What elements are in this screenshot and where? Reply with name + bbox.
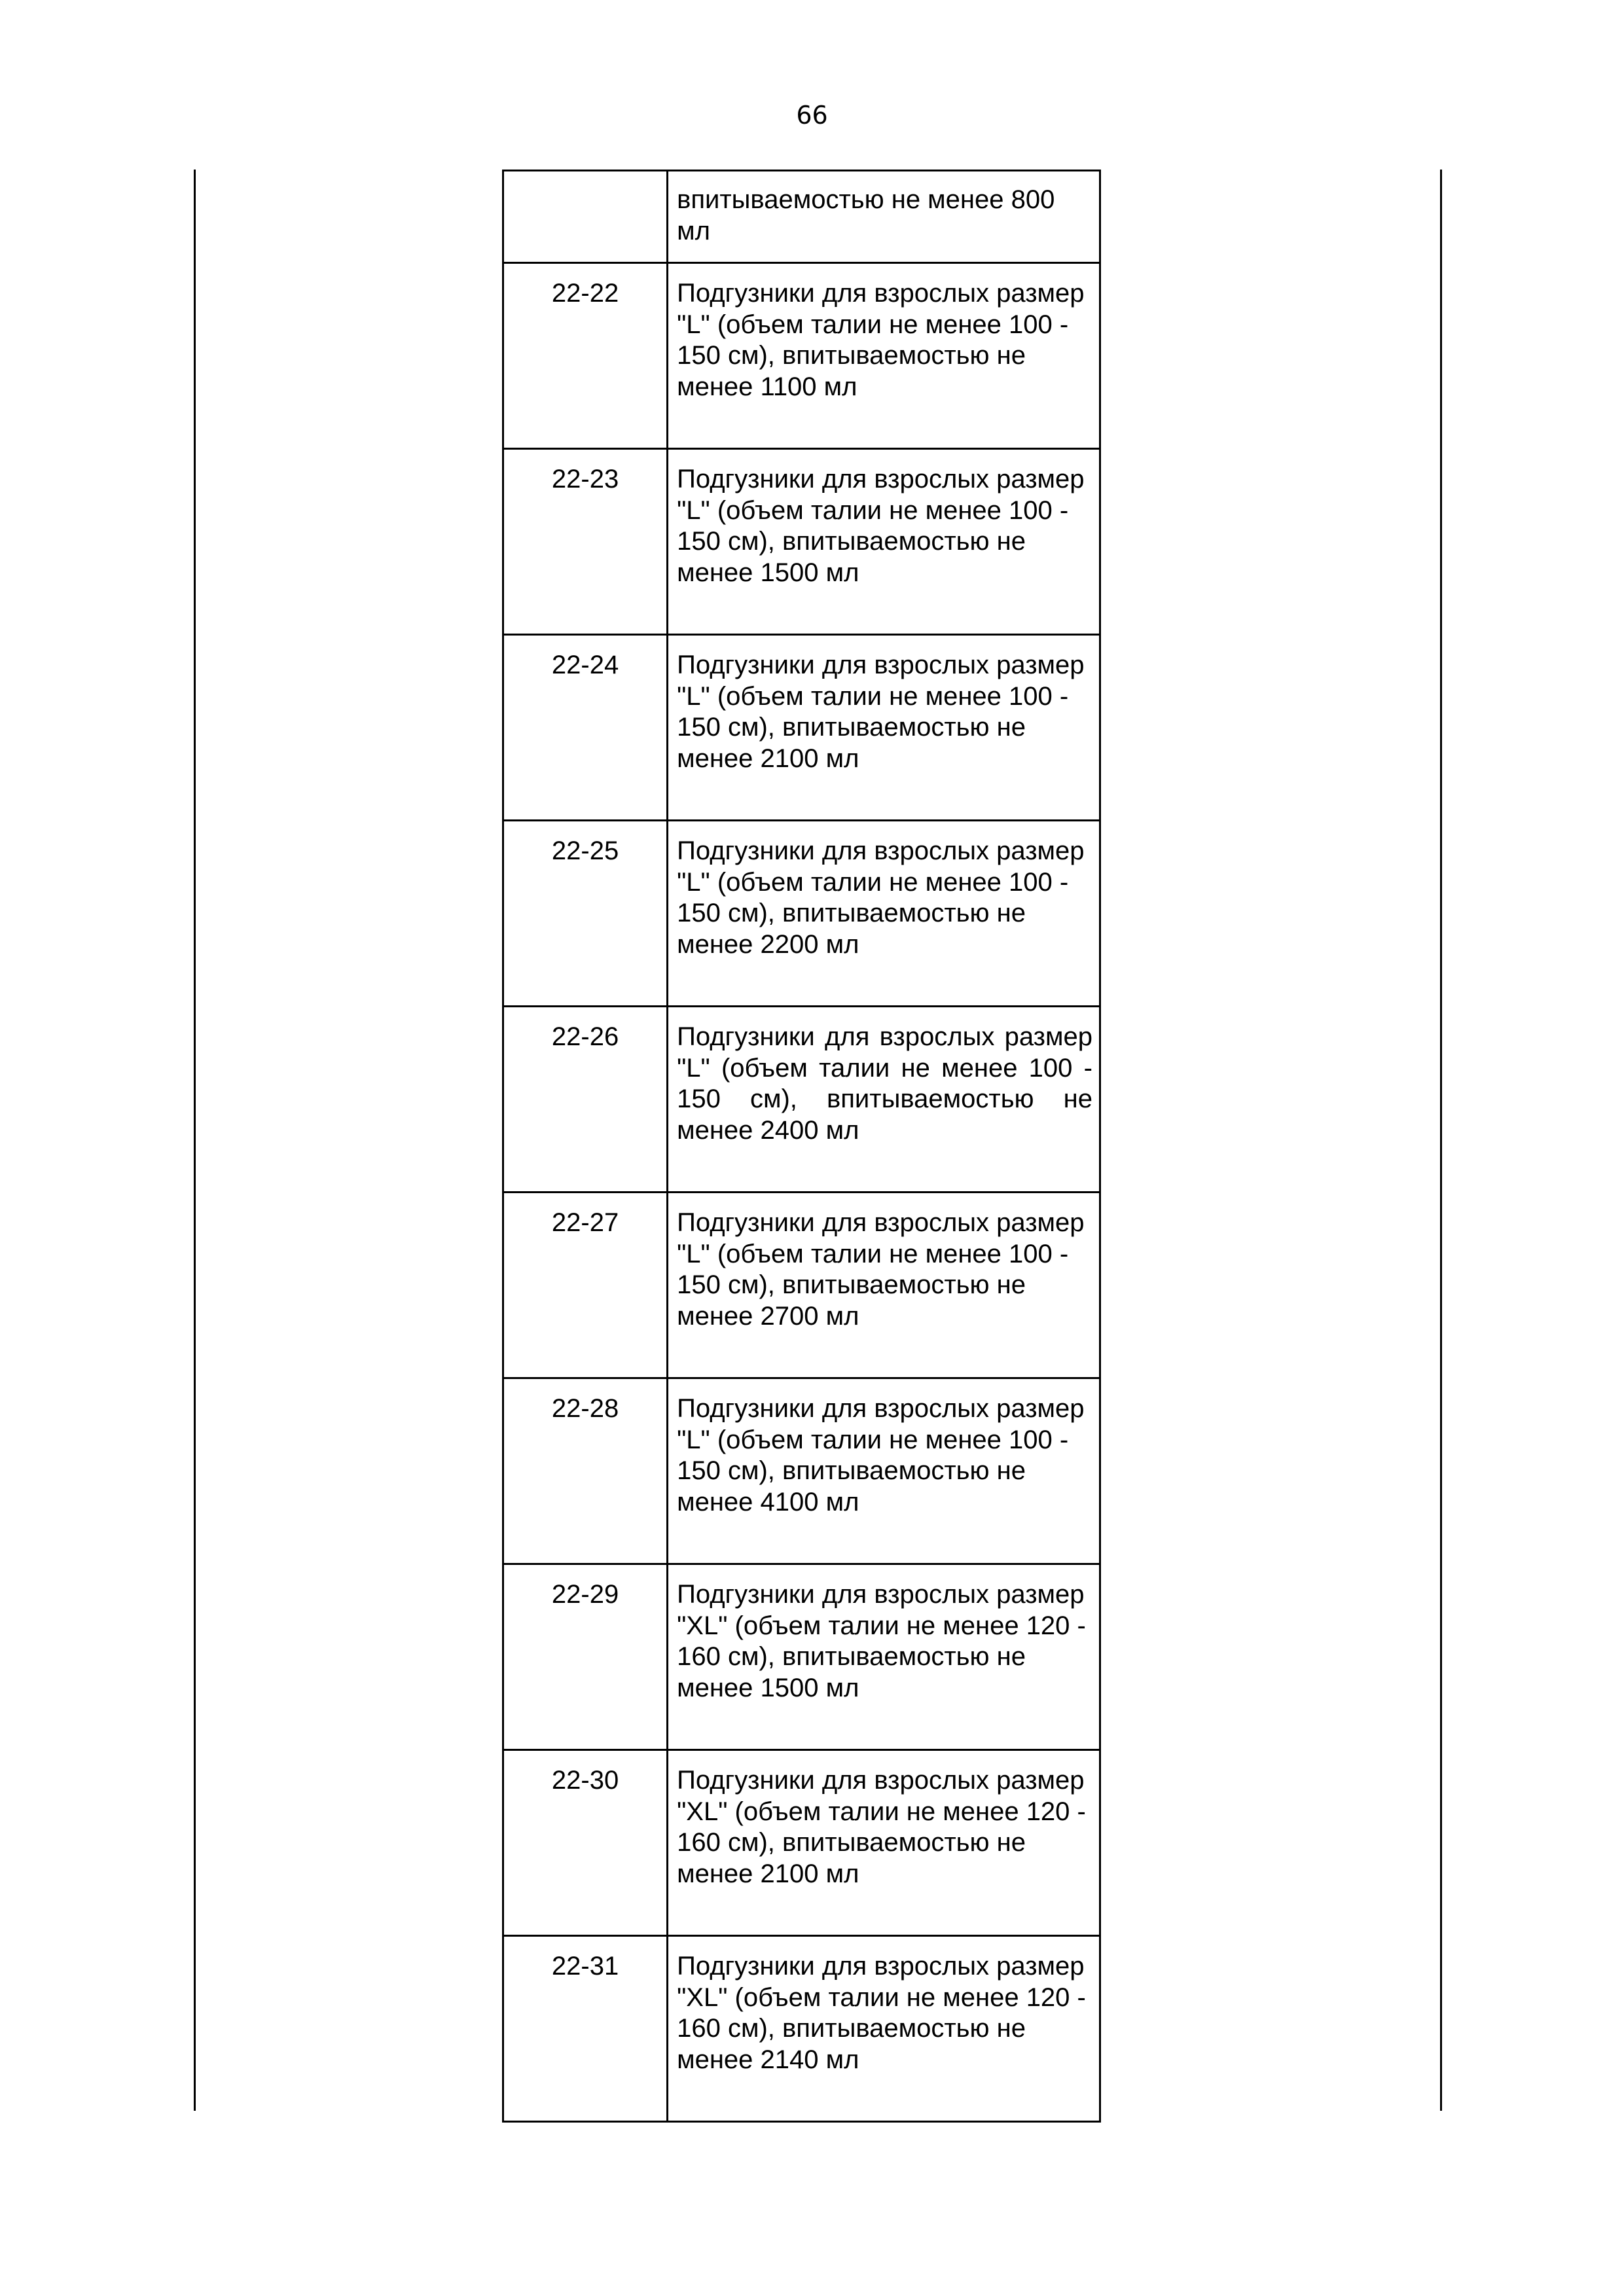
table-row — [503, 263, 1100, 449]
item-code-cell: 22-24 — [503, 635, 668, 821]
right-margin-rule — [1440, 170, 1442, 2111]
item-description-cell: Подгузники для взрослых размер "L" (объем талии не менее 100 - 150 см), впитываемостью не менее 2100 мл — [668, 635, 1100, 821]
item-description-cell: Подгузники для взрослых размер "XL" (объем талии не менее 120 - 160 см), впитываемостью не менее 1500 мл — [668, 1564, 1100, 1750]
table-row — [503, 1378, 1100, 1564]
table-row — [503, 449, 1100, 635]
left-margin-rule — [194, 170, 196, 2111]
item-code-cell: 22-30 — [503, 1750, 668, 1936]
item-code-cell: 22-26 — [503, 1007, 668, 1193]
item-description-cell: впитываемостью не менее 800 мл — [668, 171, 1100, 263]
item-code-cell: 22-29 — [503, 1564, 668, 1750]
item-code-cell: 22-22 — [503, 263, 668, 449]
item-description-cell: Подгузники для взрослых размер "L" (объем талии не менее 100 - 150 см), впитываемостью не менее 2700 мл — [668, 1193, 1100, 1378]
item-description-cell: Подгузники для взрослых размер "L" (объем талии не менее 100 - 150 см), впитываемостью не менее 2400 мл — [668, 1007, 1100, 1193]
item-code-cell — [503, 171, 668, 263]
table-row — [503, 1564, 1100, 1750]
item-description-cell: Подгузники для взрослых размер "L" (объем талии не менее 100 - 150 см), впитываемостью не менее 2200 мл — [668, 821, 1100, 1007]
item-description-cell: Подгузники для взрослых размер "L" (объем талии не менее 100 - 150 см), впитываемостью не менее 1500 мл — [668, 449, 1100, 635]
item-code-cell: 22-31 — [503, 1936, 668, 2122]
table-row — [503, 1193, 1100, 1378]
table-row — [503, 821, 1100, 1007]
item-description-cell: Подгузники для взрослых размер "L" (объем талии не менее 100 - 150 см), впитываемостью не менее 1100 мл — [668, 263, 1100, 449]
item-description-cell: Подгузники для взрослых размер "XL" (объем талии не менее 120 - 160 см), впитываемостью не менее 2100 мл — [668, 1750, 1100, 1936]
table-row — [503, 1936, 1100, 2122]
item-code-cell: 22-23 — [503, 449, 668, 635]
table-row — [503, 171, 1100, 263]
item-description-cell: Подгузники для взрослых размер "XL" (объем талии не менее 120 - 160 см), впитываемостью не менее 2140 мл — [668, 1936, 1100, 2122]
table-row — [503, 635, 1100, 821]
item-description-cell: Подгузники для взрослых размер "L" (объем талии не менее 100 - 150 см), впитываемостью не менее 4100 мл — [668, 1378, 1100, 1564]
item-code-cell: 22-25 — [503, 821, 668, 1007]
table-row — [503, 1007, 1100, 1193]
item-code-cell: 22-27 — [503, 1193, 668, 1378]
item-code-cell: 22-28 — [503, 1378, 668, 1564]
product-spec-table — [502, 170, 1101, 2123]
table-row — [503, 1750, 1100, 1936]
page-number: 66 — [796, 101, 828, 130]
